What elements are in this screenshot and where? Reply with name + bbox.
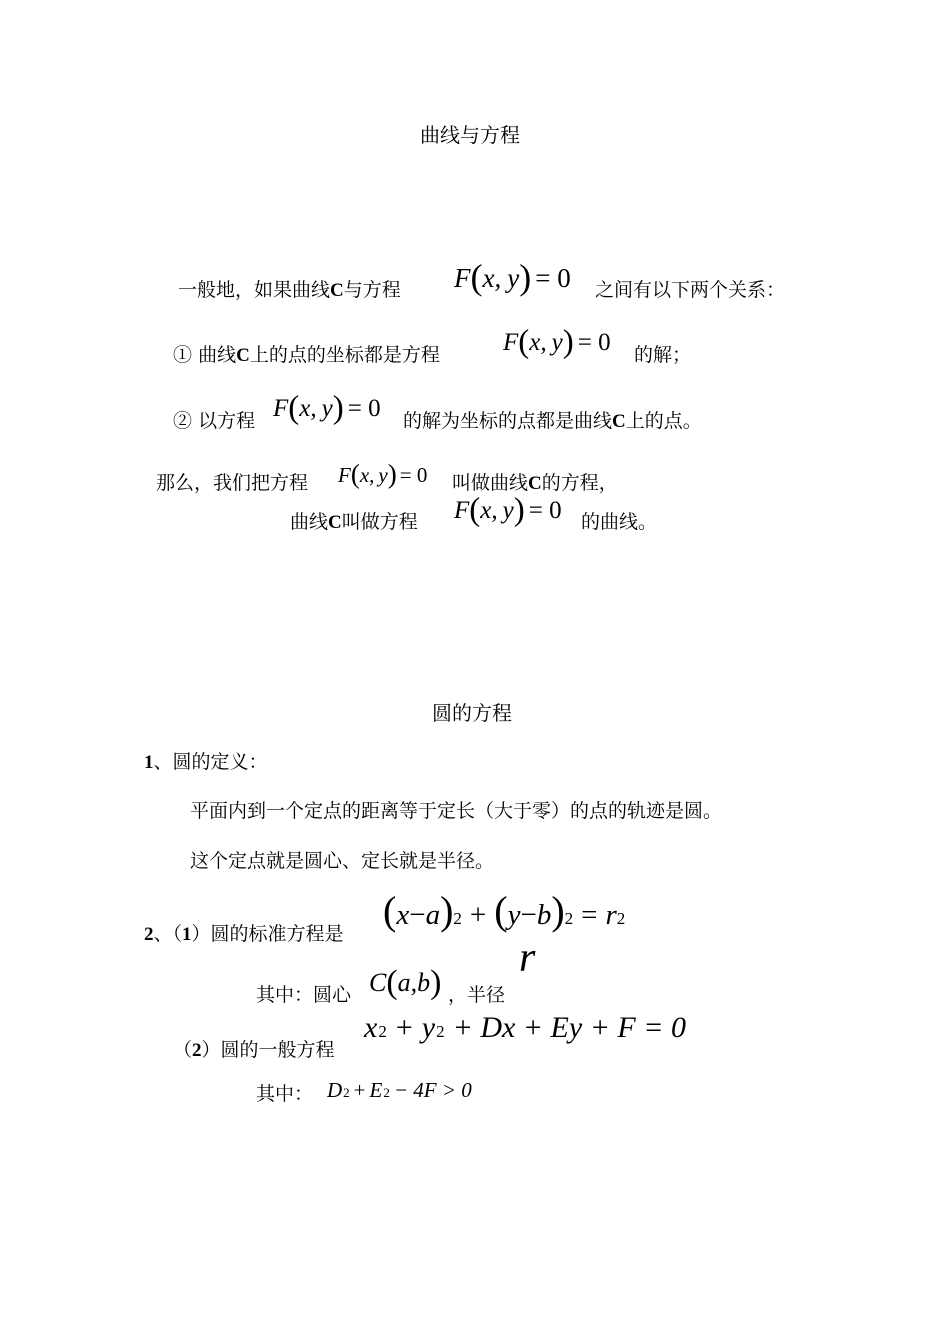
formula-op: − — [520, 899, 537, 931]
formula-symbol: x, — [299, 395, 317, 422]
standard-equation-formula — [383, 887, 625, 934]
formula-symbol: b — [417, 968, 431, 997]
formula-symbol: F — [454, 263, 471, 293]
formula-symbol: F — [273, 395, 289, 422]
condition-1-end: 的解； — [634, 344, 692, 366]
formula-symbol: x, — [529, 329, 547, 356]
formula-exponent: 2 — [453, 909, 462, 928]
definition-line-1: 平面内到一个定点的距离等于定长（大于零）的点的轨迹是圆。 — [190, 800, 723, 822]
condition-1-line — [173, 346, 440, 365]
condition-2-end — [403, 412, 702, 431]
formula-paren: ) — [519, 257, 532, 297]
curve-c-label: C — [330, 280, 344, 301]
curve-line-end: 的曲线。 — [581, 511, 658, 533]
formula-paren: ) — [513, 492, 525, 528]
formula-paren: ( — [386, 964, 398, 1001]
formula-exponent: 2 — [616, 909, 626, 928]
formula-F-xy — [503, 322, 611, 359]
section-title-circle-equation: 圆的方程 — [432, 701, 512, 725]
formula-op: + — [395, 1011, 413, 1044]
formula-paren: ( — [469, 492, 481, 528]
formula-eq: = 0 — [347, 395, 381, 422]
formula-paren: ) — [562, 324, 574, 360]
formula-symbol: x, — [482, 263, 502, 293]
formula-paren: ) — [332, 390, 344, 426]
heading-number: 1 — [144, 752, 154, 773]
formula-symbol: F — [454, 497, 470, 524]
formula-paren: ) — [430, 964, 442, 1001]
formula-symbol: a — [425, 899, 441, 931]
formula-symbol: y — [551, 329, 563, 356]
formula-paren: ( — [518, 324, 530, 360]
formula-op: = — [581, 899, 598, 931]
formula-eq: = 0 — [577, 329, 611, 356]
formula-F-xy — [454, 490, 562, 527]
formula-paren: ) — [551, 888, 565, 933]
text: 、（ — [153, 923, 183, 945]
formula-eq: = 0 — [528, 497, 562, 524]
sub-number: 1 — [182, 924, 192, 945]
condition-2-line — [173, 412, 255, 431]
formula-paren: ) — [387, 459, 397, 489]
text: 的解为坐标的点都是曲线 — [403, 410, 613, 432]
formula-symbol: C — [369, 968, 387, 997]
formula-symbol: a, — [397, 968, 418, 997]
text: ）圆的一般方程 — [201, 1039, 335, 1061]
formula-paren: ( — [383, 888, 397, 933]
general-equation-label — [173, 1041, 335, 1060]
text: 叫做曲线 — [452, 472, 529, 494]
text: 叫做方程 — [341, 511, 418, 533]
formula-exponent: 2 — [343, 1085, 350, 1100]
intro-line-end: 之间有以下两个关系： — [595, 279, 786, 301]
formula-paren: ( — [350, 459, 360, 489]
heading-number: 2 — [144, 924, 154, 945]
definition-line-2: 这个定点就是圆心、定长就是半径。 — [190, 850, 495, 872]
formula-paren: ) — [440, 888, 454, 933]
text: 与方程 — [343, 279, 401, 301]
formula-exponent: 2 — [383, 1085, 390, 1100]
center-formula — [369, 962, 442, 1000]
text: 的方程， — [541, 472, 618, 494]
radius-label: ，半径 — [448, 984, 506, 1006]
formula-symbol: r — [605, 899, 617, 931]
text: 一般地，如果曲线 — [178, 279, 331, 301]
formula-symbol: y — [507, 263, 520, 293]
condition-formula — [327, 1078, 472, 1103]
standard-equation-label — [144, 925, 344, 944]
text: 上的点。 — [625, 410, 702, 432]
sub-number: 2 — [192, 1040, 202, 1061]
section-title-curve-equation: 曲线与方程 — [420, 123, 520, 147]
formula-symbol: y — [507, 899, 521, 931]
formula-op: + — [469, 899, 487, 931]
formula-symbol: − 4F > 0 — [393, 1078, 472, 1102]
formula-symbol: x, — [480, 497, 498, 524]
text: 、圆的定义： — [153, 751, 268, 773]
text: ）圆的标准方程是 — [191, 923, 344, 945]
text: 上的点的坐标都是方程 — [249, 344, 440, 366]
formula-symbol: F — [503, 329, 519, 356]
condition-number: ① — [173, 344, 193, 366]
then-line: 那么，我们把方程 — [156, 472, 309, 494]
formula-exponent: 2 — [436, 1022, 445, 1041]
formula-paren: ( — [288, 390, 300, 426]
curve-c-label: C — [612, 411, 626, 432]
formula-op: − — [409, 899, 426, 931]
condition-label: 其中： — [256, 1083, 314, 1105]
formula-symbol: F — [338, 463, 351, 487]
formula-op: + — [353, 1078, 366, 1102]
formula-exponent: 2 — [378, 1022, 387, 1041]
formula-paren: ( — [470, 257, 483, 297]
general-equation-formula — [364, 1011, 686, 1045]
formula-symbol: x — [396, 899, 410, 931]
intro-line — [178, 281, 401, 300]
formula-symbol: y — [378, 463, 388, 487]
text: （ — [173, 1039, 193, 1061]
definition-heading — [144, 753, 268, 772]
formula-eq: = 0 — [399, 463, 428, 487]
formula-F-xy — [454, 254, 571, 296]
text: 以方程 — [198, 410, 256, 432]
formula-F-xy — [338, 458, 427, 489]
condition-number: ② — [173, 410, 193, 432]
curve-c-label: C — [236, 345, 250, 366]
formula-symbol: y — [421, 1011, 436, 1044]
center-label: 其中：圆心 — [256, 984, 352, 1006]
formula-eq: = 0 — [535, 263, 571, 293]
formula-symbol: y — [321, 395, 333, 422]
formula-symbol: y — [502, 497, 514, 524]
formula-symbol: + Dx + Ey + F = 0 — [452, 1011, 687, 1044]
formula-symbol: E — [369, 1078, 383, 1102]
formula-symbol: x, — [359, 463, 375, 487]
curve-line — [290, 513, 418, 532]
formula-symbol: D — [327, 1078, 343, 1102]
formula-symbol: b — [536, 899, 552, 931]
text: 曲线 — [198, 344, 237, 366]
formula-F-xy — [273, 388, 381, 425]
text: 曲线 — [290, 511, 329, 533]
radius-symbol: r — [519, 935, 536, 981]
formula-exponent: 2 — [564, 909, 574, 928]
formula-paren: ( — [494, 888, 508, 933]
curve-c-label: C — [328, 512, 342, 533]
formula-symbol: x — [364, 1011, 378, 1044]
curve-c-label: C — [528, 473, 542, 494]
